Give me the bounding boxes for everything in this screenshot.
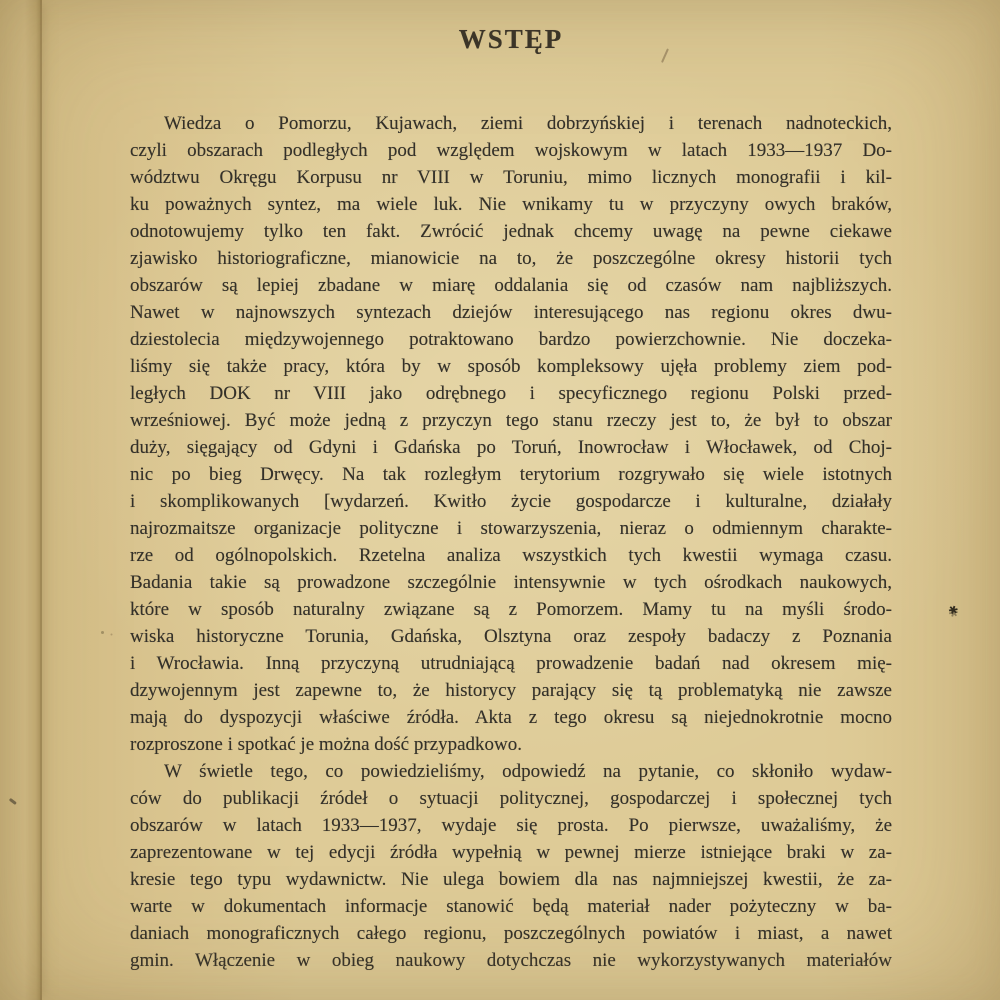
text-line: najrozmaitsze organizacje polityczne i stowarzyszenia, nieraz o odmiennym charakte-	[130, 518, 892, 539]
ink-speck-icon: ✱	[946, 602, 960, 618]
text-line: wództwu Okręgu Korpusu nr VIII w Toruniu, mimo licznych monografii i kil-	[130, 167, 892, 188]
text-line: i skomplikowanych [wydarzeń. Kwitło życie gospodarcze i kulturalne, działały	[130, 491, 892, 512]
text-line: liśmy się także pracy, która by w sposób kompleksowy ujęła problemy ziem pod-	[130, 356, 892, 377]
page-fold-edge	[0, 0, 42, 1000]
text-line: dziestolecia międzywojennego potraktowano bardzo powierzchownie. Nie doczeka-	[130, 329, 892, 350]
text-block	[130, 110, 892, 974]
text-line: kresie tego typu wydawnictw. Nie ulega bowiem dla nas najmniejszej kwestii, że za-	[130, 869, 892, 890]
text-line: obszarów w latach 1933—1937, wydaje się prosta. Po pierwsze, uważaliśmy, że	[130, 815, 892, 836]
text-line: odnotowujemy tylko ten fakt. Zwrócić jednak chcemy uwagę na pewne ciekawe	[130, 221, 892, 242]
margin-speck-icon	[101, 631, 104, 634]
text-line: które w sposób naturalny związane są z Pomorzem. Mamy tu na myśli środo-	[130, 599, 892, 620]
text-line: czyli obszarach podległych pod względem wojskowym w latach 1933—1937 Do-	[130, 140, 892, 161]
text-line: i Wrocławia. Inną przyczyną utrudniającą prowadzenie badań nad okresem mię-	[130, 653, 892, 674]
text-line: daniach monograficznych całego regionu, poszczególnych powiatów i miast, a nawet	[130, 923, 892, 944]
text-line: zjawisko historiograficzne, mianowicie na to, że poszczególne okresy historii tych	[130, 248, 892, 269]
page-title: WSTĘP	[458, 24, 564, 54]
text-line: Badania takie są prowadzone szczególnie intensywnie w tych ośrodkach naukowych,	[130, 572, 892, 593]
text-line: gmin. Włączenie w obieg naukowy dotychczas nie wykorzystywanych materiałów	[130, 950, 892, 971]
text-line: W świetle tego, co powiedzieliśmy, odpowiedź na pytanie, co skłoniło wydaw-	[164, 761, 892, 782]
text-line: wrześniowej. Być może jedną z przyczyn tego stanu rzeczy jest to, że był to obszar	[130, 410, 892, 431]
text-line: ców do publikacji źródeł o sytuacji politycznej, gospodarczej i społecznej tych	[130, 788, 892, 809]
text-line: zaprezentowane w tej edycji źródła wypełnią w pewnej mierze istniejące braki w za-	[130, 842, 892, 863]
text-line: mają do dyspozycji właściwe źródła. Akta z tego okresu są niejednokrotnie mocno	[130, 707, 892, 728]
text-line: Wiedza o Pomorzu, Kujawach, ziemi dobrzyńskiej i terenach nadnoteckich,	[164, 113, 892, 134]
text-line: duży, sięgający od Gdyni i Gdańska po Toruń, Inowrocław i Włocławek, od Choj-	[130, 437, 892, 458]
text-line: dzywojennym jest zapewne to, że historycy parający się tą problematyką nie zawsze	[130, 680, 892, 701]
text-line: rze od ogólnopolskich. Rzetelna analiza wszystkich tych kwestii wymaga czasu.	[130, 545, 892, 566]
text-line: rozproszone i spotkać je można dość przypadkowo.	[130, 734, 523, 755]
text-line: warte w dokumentach informacje stanowić będą materiał nader pożyteczny w ba-	[130, 896, 892, 917]
text-line: nic po bieg Drwęcy. Na tak rozległym terytorium rozgrywało się wiele istotnych	[130, 464, 892, 485]
text-line: Nawet w najnowszych syntezach dziejów interesującego nas regionu okres dwu-	[130, 302, 892, 323]
text-line: wiska historyczne Torunia, Gdańska, Olsztyna oraz zespoły badaczy z Poznania	[130, 626, 892, 647]
text-line: ku poważnych syntez, ma wiele luk. Nie wnikamy tu w przyczyny owych braków,	[130, 194, 892, 215]
text-line: ległych DOK nr VIII jako odrębnego i specyficznego regionu Polski przed-	[130, 383, 892, 404]
text-line: obszarów są lepiej zbadane w miarę oddalania się od czasów nam najbliższych.	[130, 275, 892, 296]
